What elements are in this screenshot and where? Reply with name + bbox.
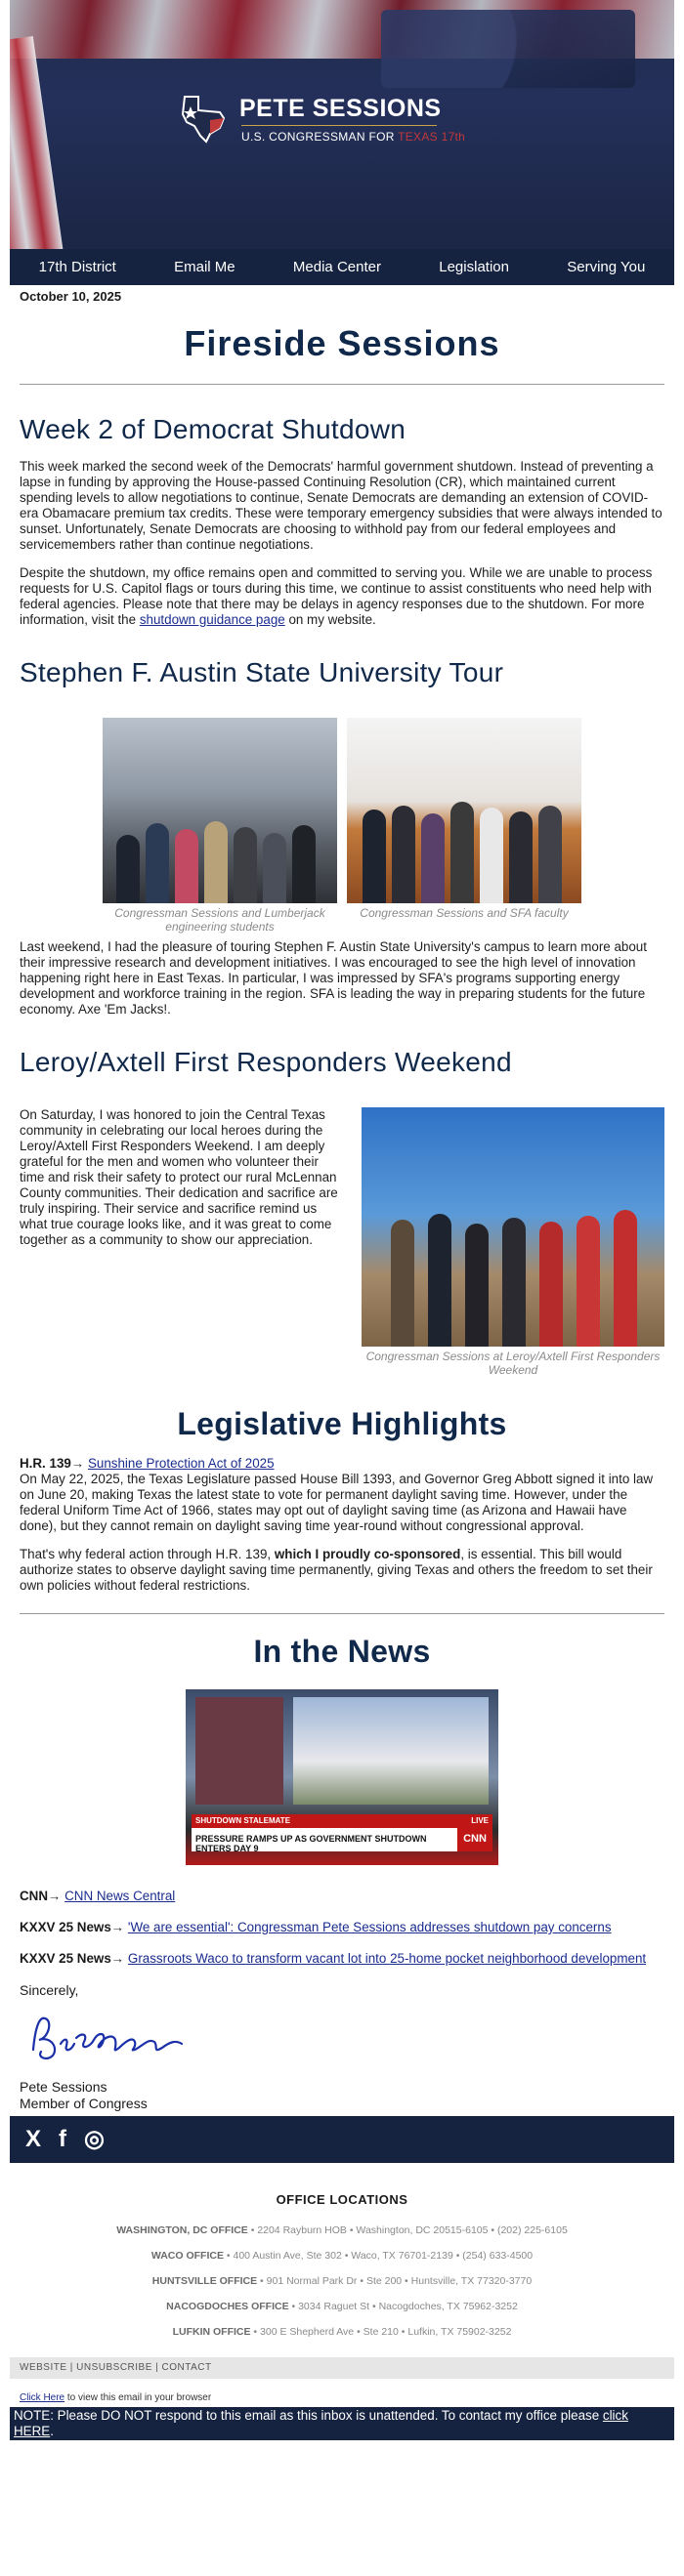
office-locations xyxy=(0,2192,684,2338)
bill-number: H.R. 139 xyxy=(20,1456,71,1471)
star-field xyxy=(381,10,635,88)
shutdown-heading: Week 2 of Democrat Shutdown xyxy=(20,414,406,444)
leroy-caption: Congressman Sessions at Leroy/Axtell First Responders Weekend xyxy=(365,1350,661,1377)
office-name: LUFKIN OFFICE xyxy=(172,2326,251,2338)
social-bar xyxy=(10,2116,674,2163)
photo-figure xyxy=(234,827,257,903)
photo-figure xyxy=(263,833,286,903)
bill-link[interactable]: Sunshine Protection Act of 2025 xyxy=(87,1456,275,1471)
photo-figure xyxy=(614,1210,637,1347)
nav-17th-district[interactable]: 17th District xyxy=(38,259,116,275)
photo-figure xyxy=(363,810,386,903)
flag-drape xyxy=(10,36,64,249)
sender-title: Member of Congress xyxy=(20,2096,148,2111)
sfa-faculty-photo xyxy=(347,718,581,903)
logo-subtitle-prefix: U.S. CONGRESSMAN FOR xyxy=(241,130,395,144)
sfa-caption-1: Congressman Sessions and Lumberjack engineering students xyxy=(114,906,325,934)
office-detail: • 300 E Shepherd Ave • Ste 210 • Lufkin, TX 75902-3252 xyxy=(250,2326,512,2338)
legislative-p2-end: , is essential. This bill would authorize states to observe daylight saving time permanently, giving Texas and others the freedom to set their own policies without federal restrictions. xyxy=(20,1547,653,1593)
shutdown-p2-end: on my website. xyxy=(284,612,376,627)
arrow-icon: → xyxy=(110,1920,125,1934)
office-name: NACOGDOCHES OFFICE xyxy=(166,2301,289,2312)
photo-figure xyxy=(480,808,503,903)
photo-figure xyxy=(450,802,474,903)
legislative-heading: Legislative Highlights xyxy=(177,1406,507,1441)
view-in-browser xyxy=(20,2392,664,2403)
logo-subtitle-district: TEXAS 17th xyxy=(398,130,466,144)
photo-figure xyxy=(509,811,533,903)
office-detail: • 400 Austin Ave, Ste 302 • Waco, TX 76701-2139 • (254) 633-4500 xyxy=(223,2250,534,2262)
browser-text: to view this email in your browser xyxy=(64,2392,212,2403)
news-source: KXXV 25 News xyxy=(20,1951,111,1966)
office-detail: • 2204 Rayburn HOB • Washington, DC 20515-6105 • (202) 225-6105 xyxy=(247,2224,568,2236)
photo-figure xyxy=(421,813,445,903)
leroy-paragraph: On Saturday, I was honored to join the Central Texas community in celebrating our local heroes during the Leroy/Axtell First Responders Weekend. I am deeply grateful for the men and women who volunteer their time and risk their safety to protect our rural McLennan County communities. Their dedication and sacrifice are truly inspiring. Their service and sacrifice remind us what true courage looks like, and it was great to come together as a community to show our appreciation. xyxy=(20,1107,338,1247)
office-detail: • 901 Normal Park Dr • Ste 200 • Huntsville, TX 77320-3770 xyxy=(257,2275,533,2287)
instagram-icon[interactable]: ◎ xyxy=(84,2126,105,2152)
closing xyxy=(20,1982,664,2112)
logo[interactable] xyxy=(181,93,503,161)
sender-name: Pete Sessions xyxy=(20,2079,107,2095)
sfa-heading: Stephen F. Austin State University Tour xyxy=(20,657,504,687)
office-name: WASHINGTON, DC OFFICE xyxy=(116,2224,248,2236)
texas-icon xyxy=(181,93,228,144)
chyron-label xyxy=(192,1814,492,1828)
office-line xyxy=(0,2250,684,2262)
photo-figure xyxy=(292,825,316,903)
office-name: WACO OFFICE xyxy=(150,2250,224,2262)
newsletter-date: October 10, 2025 xyxy=(20,289,122,304)
news-video-thumbnail[interactable] xyxy=(186,1689,498,1865)
photo-figure xyxy=(538,806,562,903)
photo-figure xyxy=(175,829,198,903)
office-line xyxy=(0,2224,684,2236)
divider xyxy=(20,1613,664,1614)
leroy-image-column xyxy=(362,1107,664,1377)
legislative-paragraph-2 xyxy=(20,1547,664,1594)
shutdown-paragraph-2 xyxy=(20,565,664,628)
news-item xyxy=(20,1889,664,1904)
photo-figure xyxy=(146,823,169,903)
logo-name: PETE SESSIONS xyxy=(239,95,442,122)
bill-line xyxy=(20,1456,664,1472)
sfa-paragraph: Last weekend, I had the pleasure of touring Stephen F. Austin State University's campus to learn more about their impressive research and development initiatives. I was encouraged to see the high level of innovation happening right here in East Texas. In particular, I was impressed by SFA's programs supporting energy development and workforce training in the region. SFA is leading the way in preparing students for the future economy. Axe 'Em Jacks!. xyxy=(20,939,647,1017)
photo-figure xyxy=(539,1222,563,1347)
notice-end: . xyxy=(50,2424,54,2438)
office-line xyxy=(0,2301,684,2312)
capitol-inset xyxy=(293,1697,489,1805)
click-here-link[interactable]: Click Here xyxy=(20,2392,65,2403)
arrow-icon: → xyxy=(48,1889,62,1903)
notice-text: NOTE: Please DO NOT respond to this email as this inbox is unattended. To contact my office please xyxy=(14,2408,603,2423)
top-nav xyxy=(10,249,674,285)
arrow-icon: → xyxy=(70,1456,85,1471)
x-icon[interactable]: X xyxy=(25,2126,42,2152)
photo-figure xyxy=(428,1214,451,1347)
leroy-heading: Leroy/Axtell First Responders Weekend xyxy=(20,1047,512,1077)
shutdown-p2-text: Despite the shutdown, my office remains open and committed to serving you. While we are unable to process requests for U.S. Capitol flags or tours during this time, we continue to assist constituents who need help with federal agencies. Please note that there may be delays in agency responses due to the shutdown. For more information, visit the xyxy=(20,565,653,627)
logo-subtitle xyxy=(241,130,465,144)
shutdown-guidance-link[interactable]: shutdown guidance page xyxy=(139,612,285,627)
legislative-p2-bold: which I proudly co-sponsored xyxy=(274,1547,461,1561)
news-source: KXXV 25 News xyxy=(20,1920,111,1934)
logo-divider xyxy=(241,125,437,126)
signature-icon xyxy=(25,2009,192,2067)
news-heading: In the News xyxy=(253,1634,431,1669)
office-line xyxy=(0,2326,684,2338)
leroy-content xyxy=(20,1107,664,1377)
photo-figure xyxy=(465,1224,489,1347)
photo-figure xyxy=(391,1220,414,1347)
office-detail: • 3034 Raguet St • Nacogdoches, TX 75962-3252 xyxy=(288,2301,518,2312)
sfa-photo-cell-2 xyxy=(347,718,581,934)
legislative-p2-text: That's why federal action through H.R. 139, xyxy=(20,1547,275,1561)
unattended-notice xyxy=(10,2407,674,2440)
chyron-headline: PRESSURE RAMPS UP AS GOVERNMENT SHUTDOWN ENTERS DAY 9 xyxy=(192,1828,457,1851)
header-banner xyxy=(10,0,674,249)
divider xyxy=(20,384,664,385)
photo-figure xyxy=(502,1218,526,1347)
office-line xyxy=(0,2275,684,2287)
page-title: Fireside Sessions xyxy=(184,323,500,363)
chyron-top: SHUTDOWN STALEMATE xyxy=(195,1816,291,1825)
news-anchor-inset xyxy=(195,1697,283,1805)
leroy-text-column xyxy=(20,1107,346,1377)
news-source: CNN xyxy=(20,1889,49,1903)
footer-links[interactable]: WEBSITE | UNSUBSCRIBE | CONTACT xyxy=(10,2357,674,2379)
facebook-icon[interactable]: f xyxy=(59,2126,67,2152)
offices-heading: OFFICE LOCATIONS xyxy=(276,2192,408,2207)
sincerely: Sincerely, xyxy=(20,1982,79,1998)
news-link[interactable]: CNN News Central xyxy=(64,1889,176,1903)
legislative-paragraph-1: On May 22, 2025, the Texas Legislature passed House Bill 1393, and Governor Greg Abbott signed it into law on June 20, making Texas the latest state to vote for permanent daylight saving time. However, under the federal Uniform Time Act of 1966, states may opt out of daylight saving time (as Arizona and Hawaii have done), but they cannot remain on daylight saving time year-round without congressional approval. xyxy=(20,1472,654,1533)
news-link[interactable]: Grassroots Waco to transform vacant lot into 25-home pocket neighborhood development xyxy=(127,1951,647,1966)
chyron-live: LIVE xyxy=(471,1816,489,1825)
nav-email-me[interactable]: Email Me xyxy=(174,259,235,275)
news-link[interactable]: 'We are essential': Congressman Pete Sessions addresses shutdown pay concerns xyxy=(127,1920,612,1934)
news-item xyxy=(20,1951,664,1967)
sfa-students-photo xyxy=(103,718,337,903)
nav-legislation[interactable]: Legislation xyxy=(439,259,509,275)
sfa-photo-row xyxy=(20,718,664,934)
office-name: HUNTSVILLE OFFICE xyxy=(151,2275,258,2287)
nav-serving-you[interactable]: Serving You xyxy=(567,259,646,275)
sfa-photo-cell-1 xyxy=(103,718,337,934)
nav-media-center[interactable]: Media Center xyxy=(292,259,381,275)
photo-figure xyxy=(116,835,140,903)
photo-figure xyxy=(204,821,228,903)
cnn-logo: CNN xyxy=(457,1828,492,1851)
photo-figure xyxy=(392,806,415,903)
leroy-photo xyxy=(362,1107,664,1347)
sfa-caption-2: Congressman Sessions and SFA faculty xyxy=(360,906,569,920)
contact-link[interactable]: click HERE xyxy=(14,2408,628,2438)
photo-figure xyxy=(577,1216,600,1347)
newsletter-body xyxy=(0,323,684,2112)
shutdown-paragraph-1: This week marked the second week of the Democrats' harmful government shutdown. Instead of preventing a lapse in funding by approving the House-passed Continuing Resolution (CR), which maintained current spending levels to allow negotiations to continue, Senate Democrats are demanding an extension of COVID-era Obamacare premium tax credits. These were temporary emergency subsidies that were always intended to sunset. Unfortunately, Senate Democrats are choosing to withhold pay from our federal employees and servicemembers rather than continue negotiations. xyxy=(20,459,663,552)
arrow-icon: → xyxy=(110,1951,125,1966)
news-item xyxy=(20,1920,664,1935)
